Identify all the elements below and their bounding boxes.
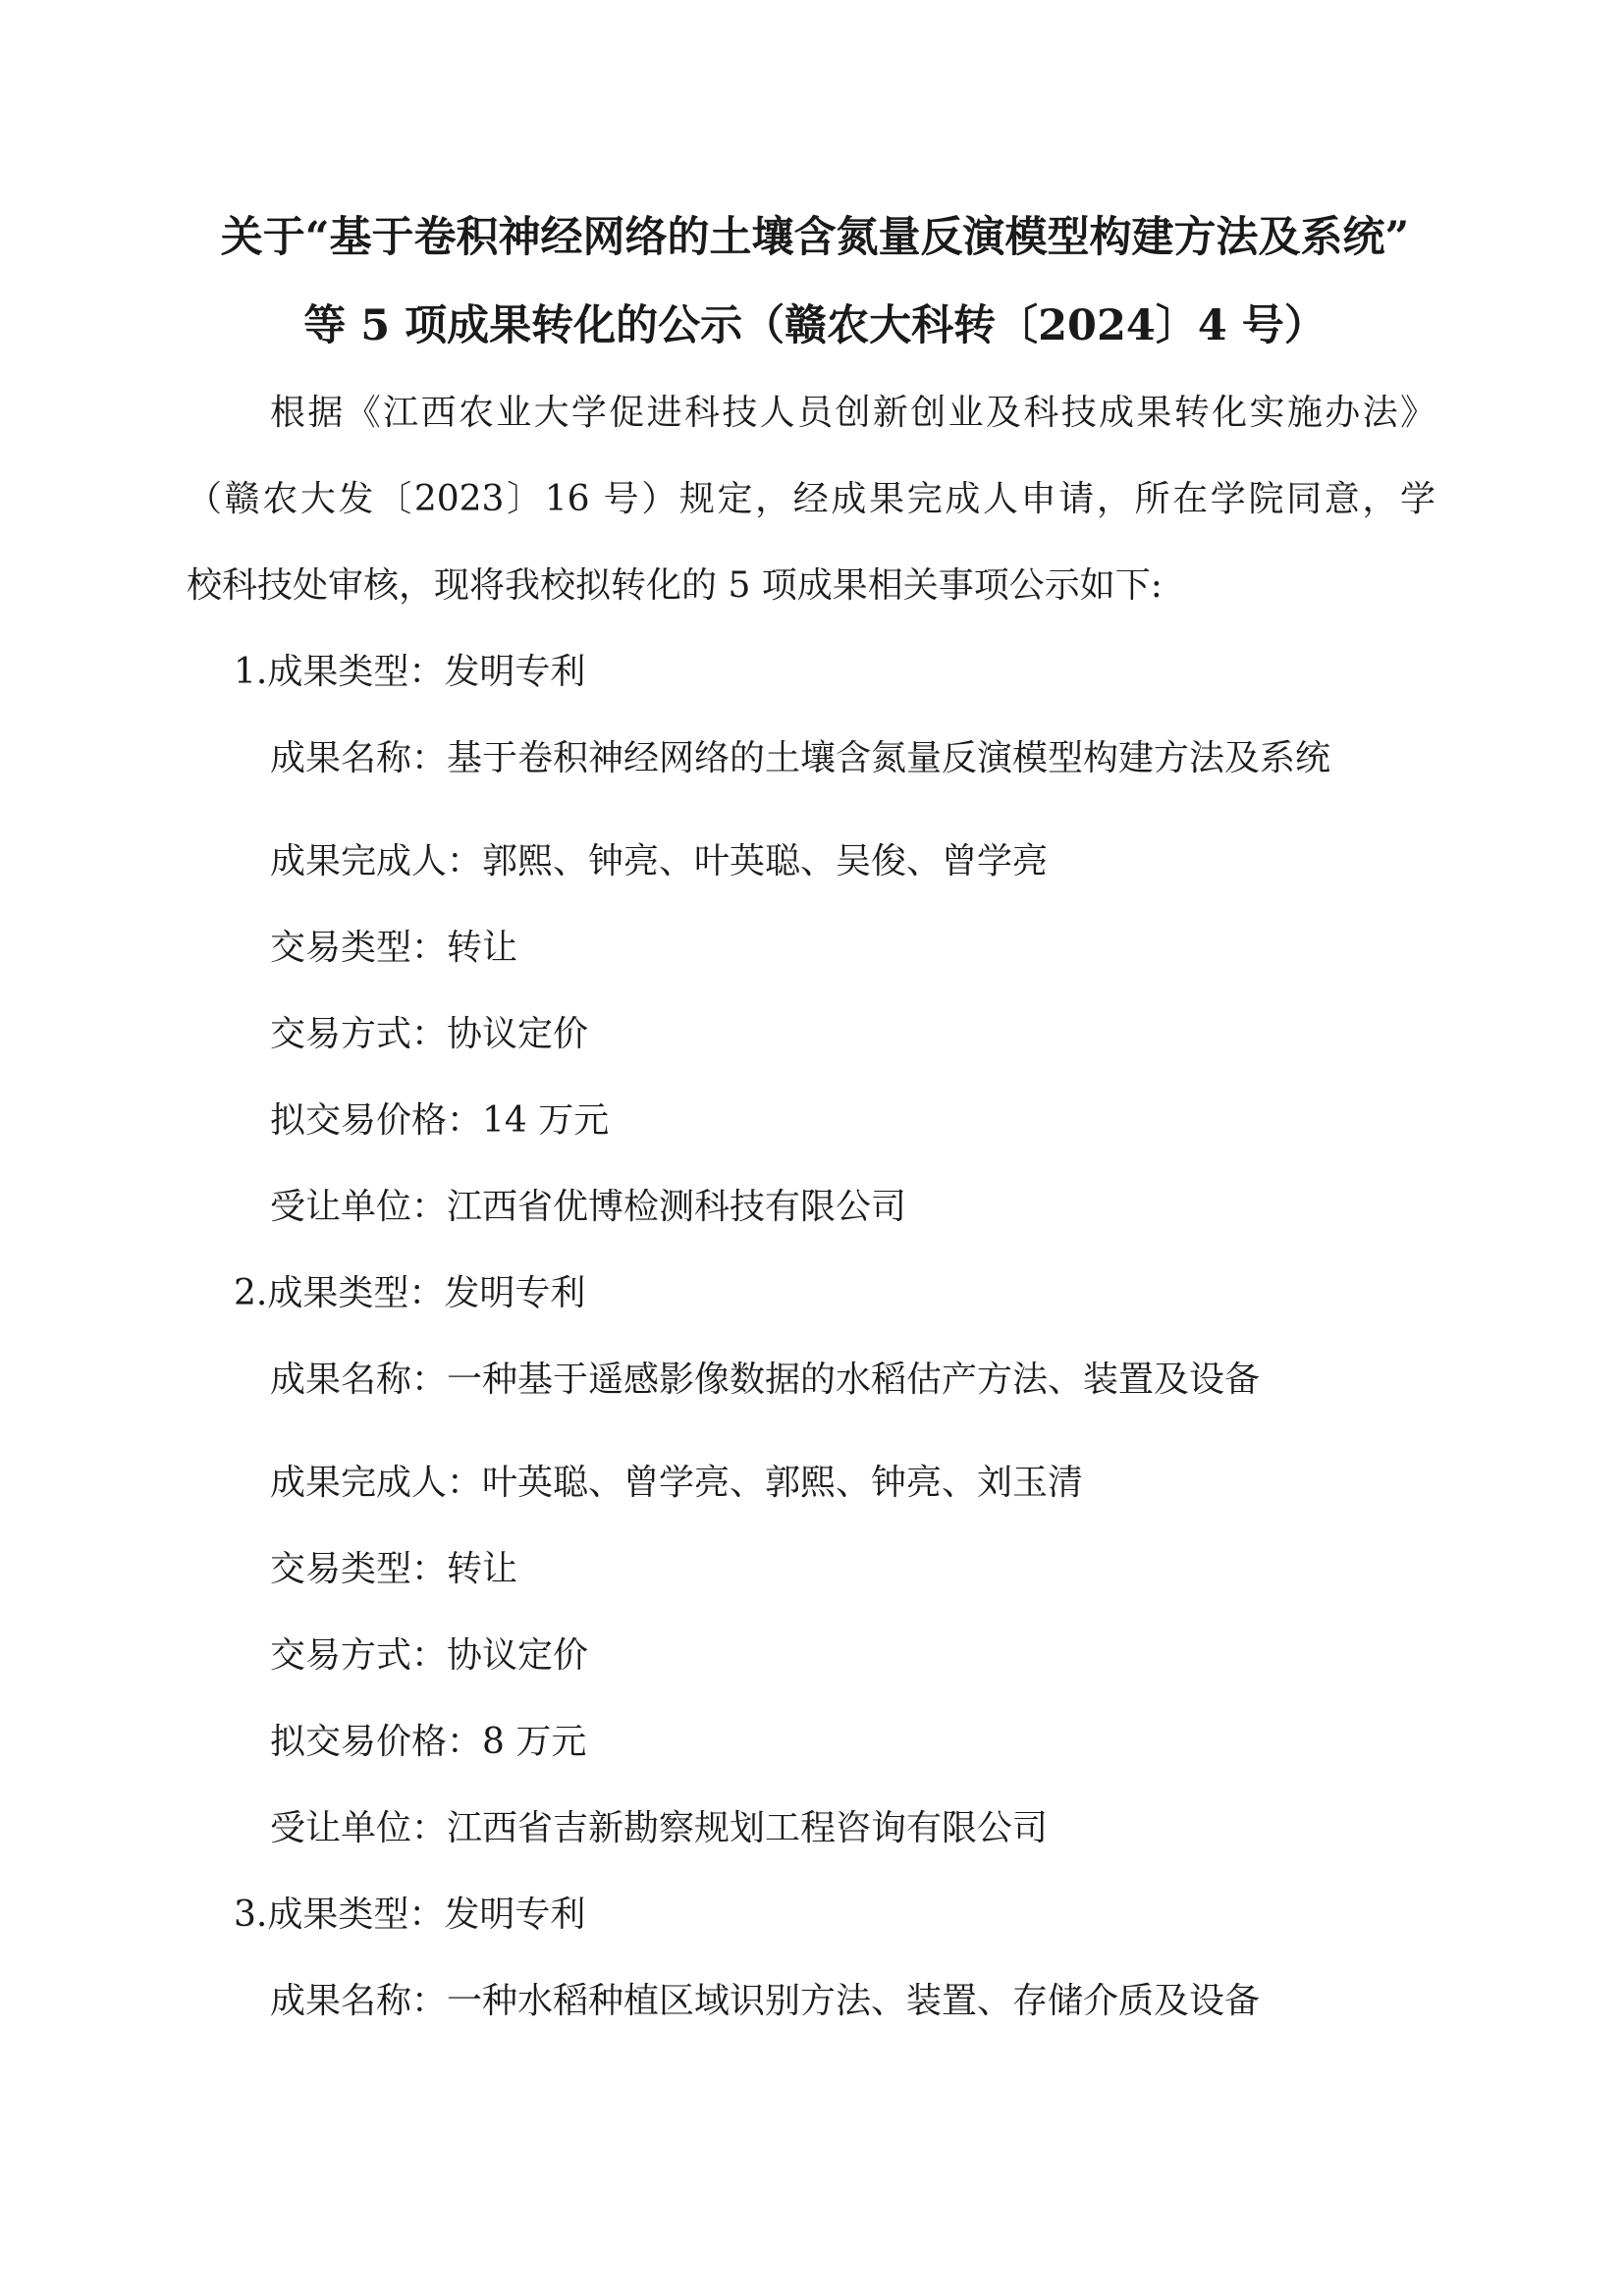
item-3-type: 3.成果类型：发明专利	[234, 1895, 586, 1935]
item-1-completers: 成果完成人：郭熙、钟亮、叶英聪、吴俊、曾学亮	[270, 841, 1049, 881]
item-2-trade-type: 交易类型：转让	[270, 1549, 518, 1589]
item-2-assignee: 受让单位：江西省吉新勘察规划工程咨询有限公司	[270, 1808, 1049, 1848]
item-3-name: 成果名称：一种水稻种植区域识别方法、装置、存储介质及设备	[270, 1981, 1261, 2021]
item-1-name: 成果名称：基于卷积神经网络的土壤含氮量反演模型构建方法及系统	[270, 738, 1331, 778]
item-1-trade-type: 交易类型：转让	[270, 928, 518, 968]
item-2-trade-method: 交易方式：协议定价	[270, 1635, 589, 1676]
intro-paragraph-line-2: （赣农大发〔2023〕16 号）规定，经成果完成人申请，所在学院同意，学	[187, 479, 1435, 519]
item-1-trade-method: 交易方式：协议定价	[270, 1014, 589, 1054]
document-title-line-1: 关于“基于卷积神经网络的土壤含氮量反演模型构建方法及系统”	[220, 213, 1410, 262]
document-title-line-2: 等 5 项成果转化的公示（赣农大科转〔2024〕4 号）	[303, 301, 1326, 350]
item-2-completers: 成果完成人：叶英聪、曾学亮、郭熙、钟亮、刘玉清	[270, 1463, 1084, 1503]
item-2-price: 拟交易价格：8 万元	[270, 1722, 587, 1762]
item-1-type: 1.成果类型：发明专利	[234, 652, 586, 692]
item-1-price: 拟交易价格：14 万元	[270, 1100, 610, 1141]
item-2-name: 成果名称：一种基于遥感影像数据的水稻估产方法、装置及设备	[270, 1360, 1261, 1400]
intro-paragraph-line-3: 校科技处审核，现将我校拟转化的 5 项成果相关事项公示如下:	[187, 565, 1163, 606]
item-1-assignee: 受让单位：江西省优博检测科技有限公司	[270, 1187, 907, 1227]
item-2-type: 2.成果类型：发明专利	[234, 1273, 586, 1313]
intro-paragraph-line-1: 根据《江西农业大学促进科技人员创新创业及科技成果转化实施办法》	[270, 393, 1435, 433]
